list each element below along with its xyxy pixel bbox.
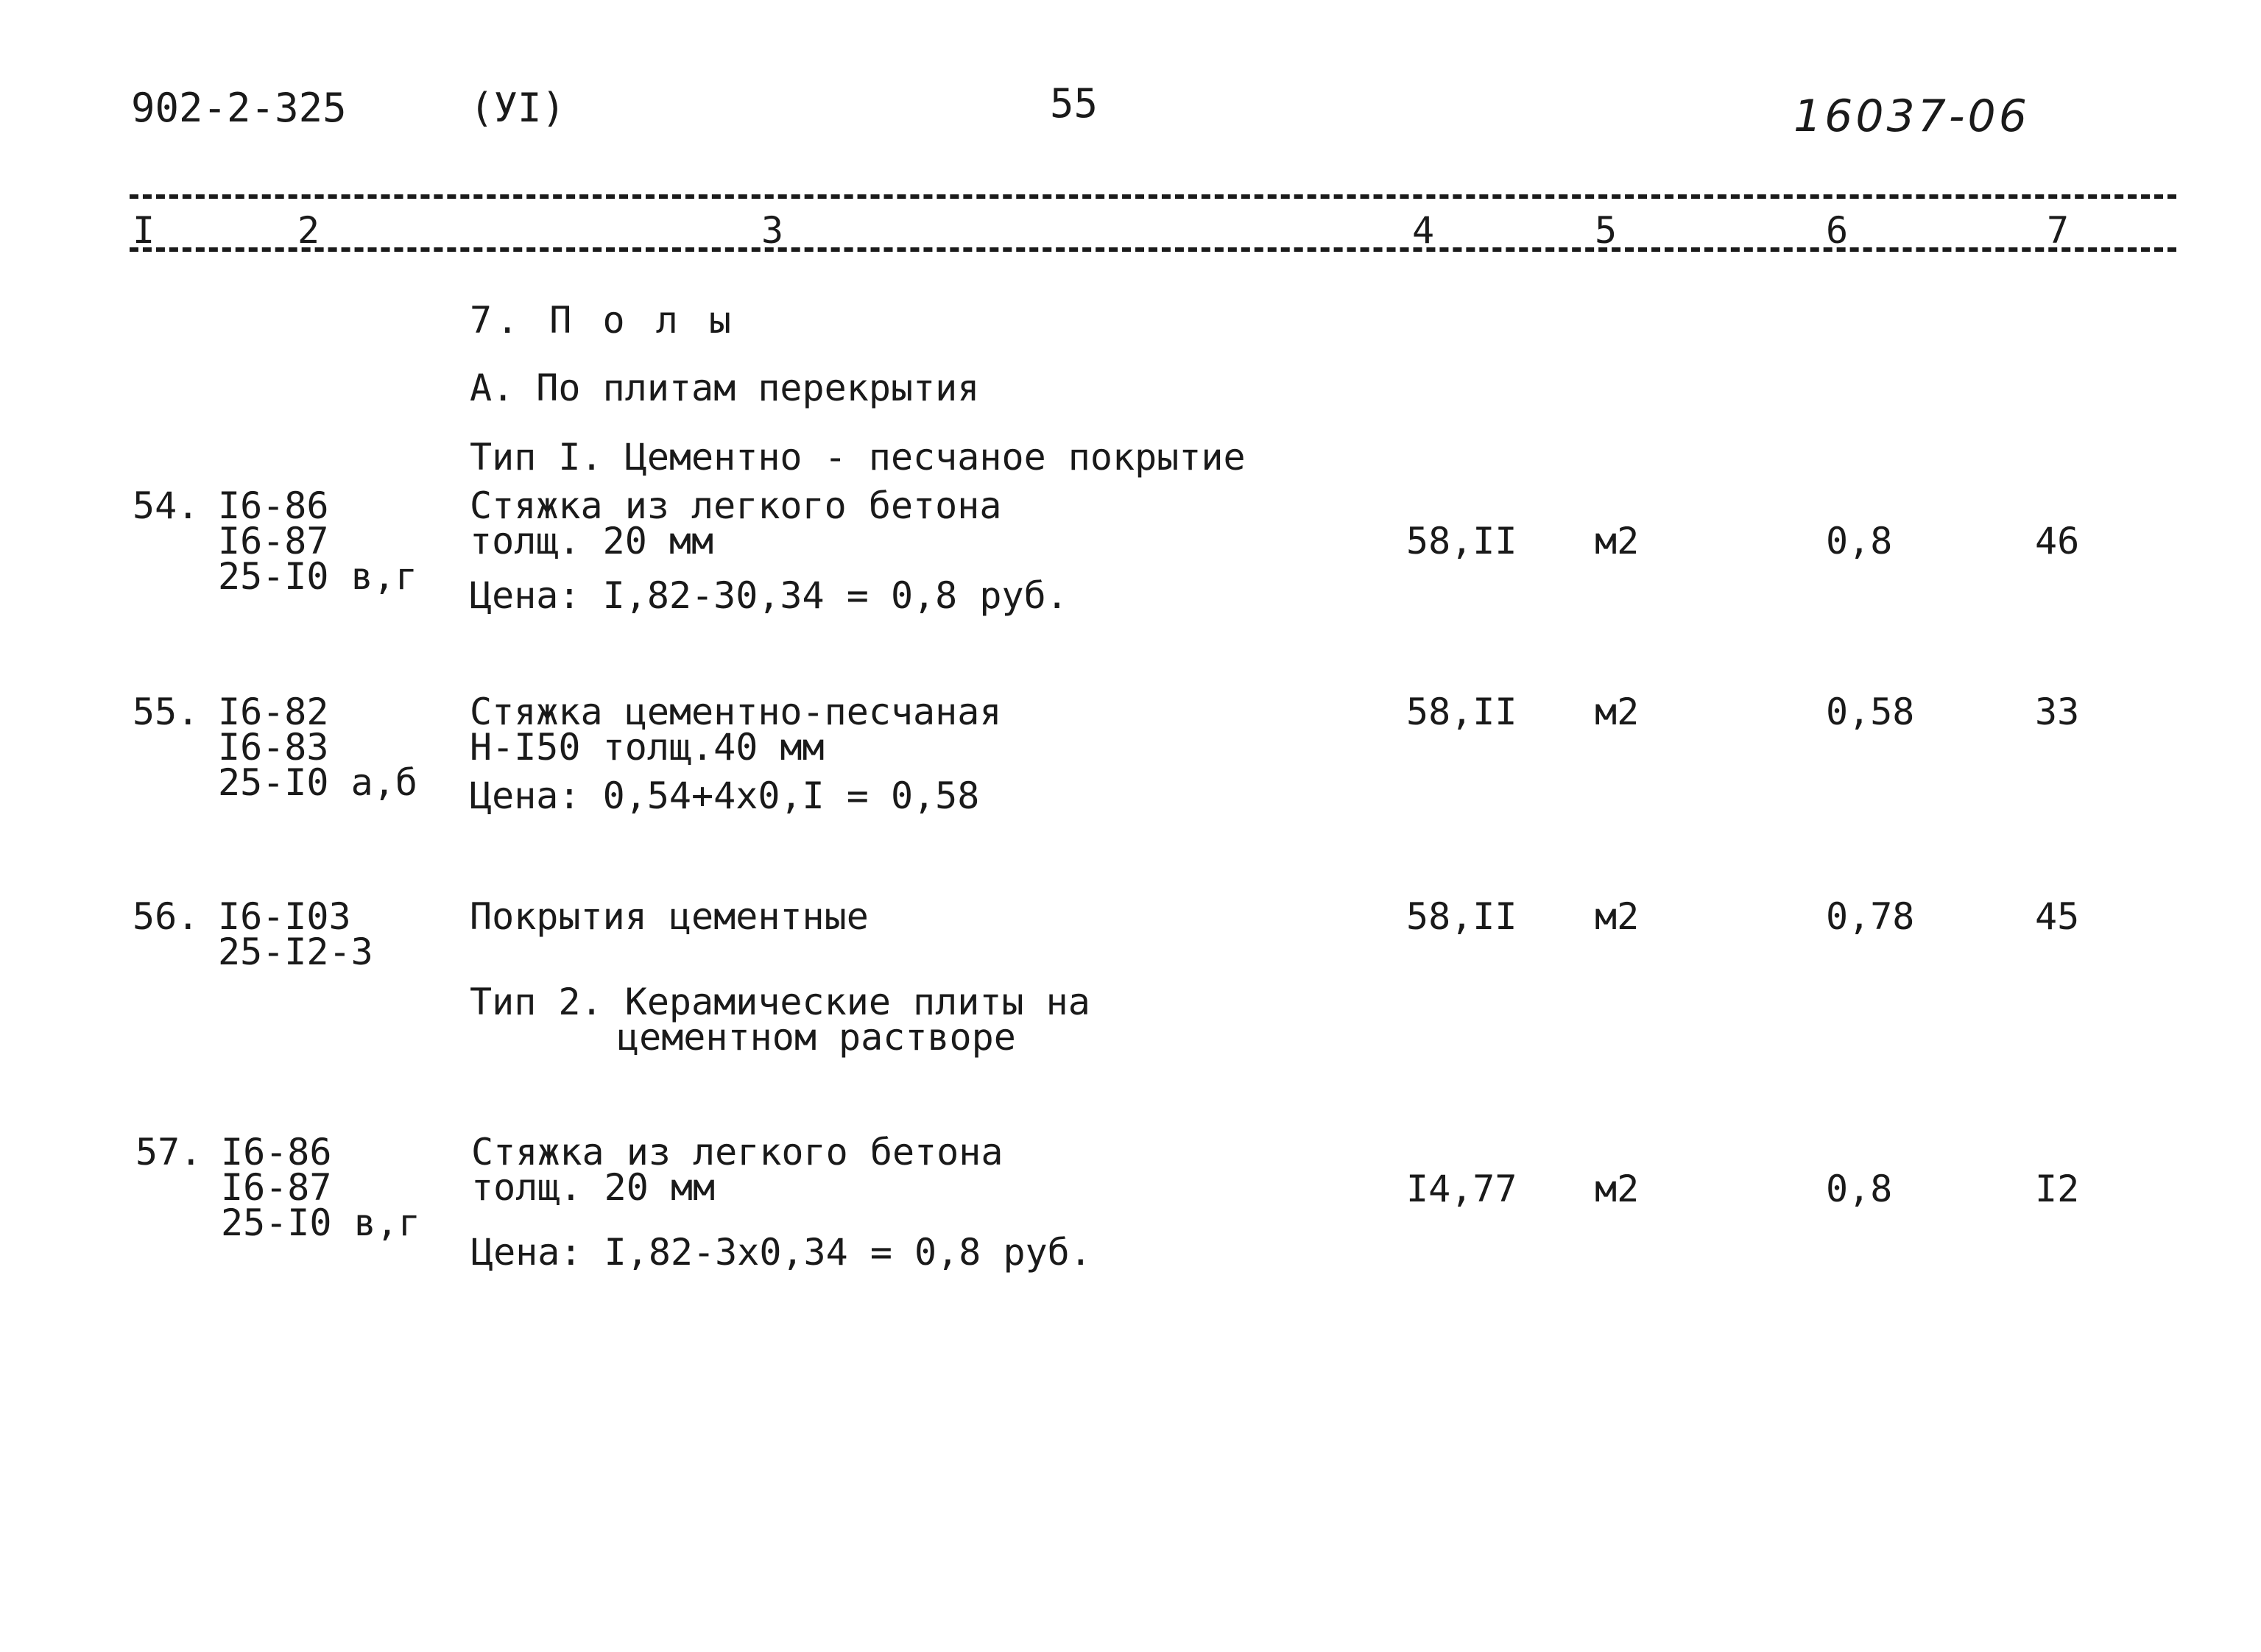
header-rule-top	[130, 194, 2176, 199]
row-55-desc-2: Н-I50 толщ.40 мм	[470, 726, 825, 769]
row-57-desc-1: Стяжка из легкого бетона	[471, 1131, 1003, 1173]
row-55-price: Цена: 0,54+4x0,I = 0,58	[470, 774, 980, 817]
row-57-code-3: 25-I0 в,г	[221, 1201, 420, 1244]
row-55-unit: м2	[1595, 691, 1640, 733]
row-54-unit: м2	[1595, 520, 1640, 562]
row-54-desc-1: Стяжка из легкого бетона	[470, 484, 1002, 527]
row-57-total: I2	[2035, 1168, 2080, 1210]
row-56-total: 45	[2035, 895, 2080, 938]
row-56-number: 56.	[133, 895, 200, 938]
row-57-code-1: I6-86	[221, 1131, 332, 1173]
row-55-code-1: I6-82	[218, 691, 329, 733]
section-subtitle: А. По плитам перекрытия	[470, 367, 980, 409]
row-56-desc-1: Покрытия цементные	[470, 895, 869, 938]
row-54-qty: 58,II	[1406, 520, 1517, 562]
row-55-code-2: I6-83	[218, 726, 329, 769]
row-56-rate: 0,78	[1826, 895, 1915, 938]
row-55-qty: 58,II	[1406, 691, 1517, 733]
row-54-code-1: I6-86	[218, 484, 329, 527]
row-56-unit: м2	[1595, 895, 1640, 938]
row-54-price: Цена: I,82-30,34 = 0,8 руб.	[470, 574, 1068, 617]
column-number-7: 7	[2047, 209, 2070, 252]
volume-label: (УI)	[470, 85, 566, 131]
row-55-desc-1: Стяжка цементно-песчаная	[470, 691, 1002, 733]
type2-heading-line-2: цементном растворе	[617, 1016, 1016, 1059]
row-54-code-2: I6-87	[218, 520, 329, 562]
type2-heading-line-1: Тип 2. Керамические плиты на	[470, 981, 1090, 1023]
row-57-price: Цена: I,82-3x0,34 = 0,8 руб.	[471, 1231, 1092, 1274]
row-54-rate: 0,8	[1826, 520, 1893, 562]
archive-number: 16037-06	[1793, 91, 2030, 142]
doc-code: 902-2-325	[131, 85, 347, 131]
column-number-2: 2	[297, 209, 320, 252]
type1-heading: Тип I. Цементно - песчаное покрытие	[470, 436, 1246, 479]
page-number: 55	[1050, 80, 1098, 127]
row-54-desc-2: толщ. 20 мм	[470, 520, 714, 562]
row-55-rate: 0,58	[1826, 691, 1915, 733]
row-57-qty: I4,77	[1406, 1168, 1517, 1210]
row-57-code-2: I6-87	[221, 1166, 332, 1209]
section-title: 7. П о л ы	[470, 299, 736, 342]
column-number-4: 4	[1412, 209, 1435, 252]
column-number-5: 5	[1595, 209, 1618, 252]
column-number-1: I	[133, 209, 155, 252]
row-57-desc-2: толщ. 20 мм	[471, 1166, 716, 1209]
row-57-rate: 0,8	[1826, 1168, 1893, 1210]
row-55-total: 33	[2035, 691, 2080, 733]
column-number-3: 3	[761, 209, 784, 252]
row-56-qty: 58,II	[1406, 895, 1517, 938]
row-56-code-1: I6-I03	[218, 895, 351, 938]
row-57-number: 57.	[135, 1131, 202, 1173]
row-54-total: 46	[2035, 520, 2080, 562]
row-54-number: 54.	[133, 484, 200, 527]
row-55-code-3: 25-I0 а,б	[218, 761, 417, 804]
row-56-code-2: 25-I2-3	[218, 931, 373, 973]
row-54-code-3: 25-I0 в,г	[218, 555, 417, 598]
row-57-unit: м2	[1595, 1168, 1640, 1210]
column-number-6: 6	[1826, 209, 1849, 252]
header-rule-bottom	[130, 247, 2176, 252]
row-55-number: 55.	[133, 691, 200, 733]
